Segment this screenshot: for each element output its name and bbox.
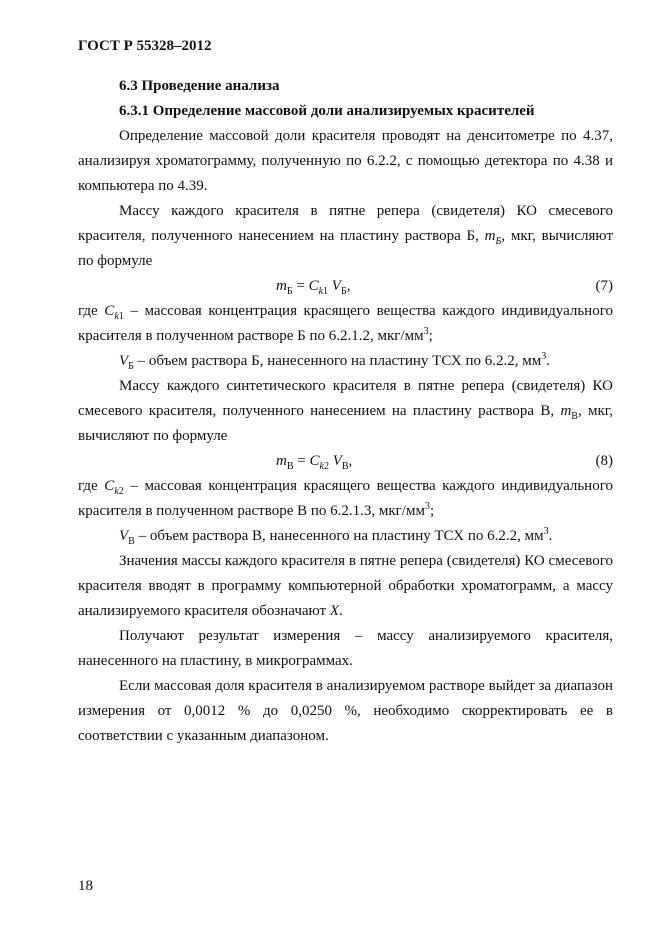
formula-7-where-ck: где $C_{k1}$ – массовая концентрация красящего вещества каждого индивидуального красителя в полученном растворе Б по 6.2.1.2, мкг/$мм^3$; (78, 303, 613, 344)
formula-7-expression: $m_Б = C_{k1}$ $V_Б$, (276, 278, 351, 297)
formula-8-number: (8) (595, 453, 613, 469)
page-number: 18 (78, 878, 93, 894)
document-header: ГОСТ Р 55328–2012 (78, 38, 212, 54)
formula-7 (78, 274, 613, 299)
paragraph-4: Значения массы каждого красителя в пятне репера (свидетеля) КО смесевого красителя вводят в программу компьютерной обработки хроматограмм, а массу анализируемого красителя обозначают X. (78, 553, 613, 619)
subsection-title: 6.3.1 Определение массовой доли анализируемых красителей (119, 103, 535, 119)
paragraph-1: Определение массовой доли красителя проводят на денситометре по 4.37, анализируя хроматограмму, полученную по 6.2.2, с помощью детектора по 4.38 и компьютера по 4.39. (78, 128, 613, 194)
document-body (78, 74, 613, 749)
paragraph-2: Массу каждого красителя в пятне репера (свидетеля) КО смесевого красителя, полученного нанесением на пластину раствора Б, $m_Б$, мкг, вычисляют по формуле (78, 203, 613, 269)
formula-8 (78, 449, 613, 474)
formula-8-where-v: $V_В$ – объем раствора В, нанесенного на пластину ТСХ по 6.2.2, $мм^3$. (119, 526, 553, 547)
formula-8-where-ck: где $C_{k2}$ – массовая концентрация красящего вещества каждого индивидуального красителя в полученном растворе В по 6.2.1.3, мкг/$мм^3$; (78, 478, 613, 519)
section-title: 6.3 Проведение анализа (119, 78, 280, 94)
paragraph-6: Если массовая доля красителя в анализируемом растворе выйдет за диапазон измерения от 0,0012 % до 0,0250 %, необходимо скорректировать ее в соответствии с указанным диапазоном. (78, 678, 613, 744)
formula-7-where-v: $V_Б$ – объем раствора Б, нанесенного на пластину ТСХ по 6.2.2, $мм^3$. (119, 351, 551, 372)
paragraph-5: Получают результат измерения – массу анализируемого красителя, нанесенного на пластину, в микрограммах. (78, 628, 613, 669)
paragraph-3: Массу каждого синтетического красителя в пятне репера (свидетеля) КО смесевого красителя, полученного нанесением на пластину раствора В, $m_В$, мкг, вычисляют по формуле (78, 378, 613, 444)
formula-7-number: (7) (595, 278, 613, 294)
formula-8-expression: $m_В = C_{k2}$ $V_В$, (276, 453, 353, 472)
